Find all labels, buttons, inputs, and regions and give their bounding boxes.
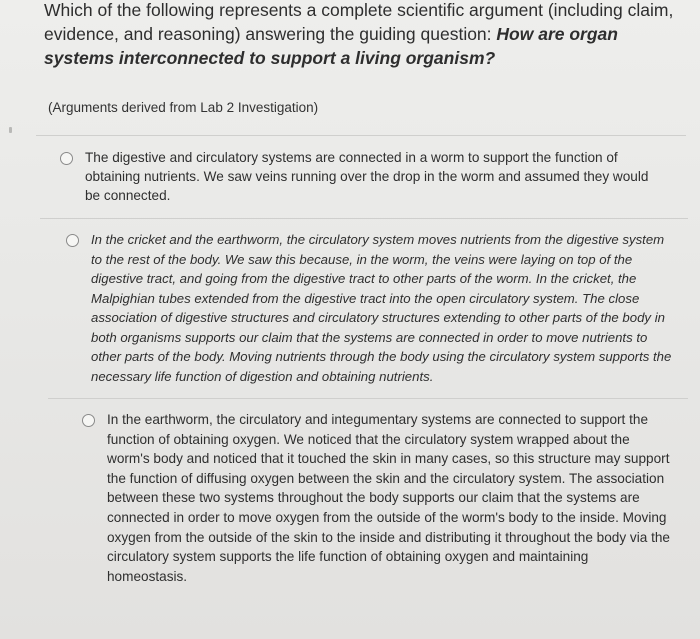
answer-option-2-text: In the cricket and the earthworm, the circulatory system moves nutrients from the digestive system to the rest of the body. We saw this because, in the worm, the veins were laying on top of the digestive tract, and going from the digestive tract to other parts of the worm. In the cricket, the Malpighian tubes extended from the digestive tract into the open circulatory system. The close association of digestive structures and circulatory structures extending to other parts of the body in both organisms supports our claim that the systems are connected in order to move nutrients to other parts of the body. Moving nutrients through the body using the circulatory system supports the necessary life function of digestion and obtaining nutrients.	[91, 232, 672, 384]
radio-option-1[interactable]	[60, 152, 73, 165]
question-lead: Which of the following represents a complete scientific argument (including claim, evidence, and reasoning) answering the guiding question:	[44, 0, 674, 44]
source-note: (Arguments derived from Lab 2 Investigation)	[48, 100, 319, 115]
page-edge-mark	[9, 127, 12, 133]
question-text	[44, 0, 674, 70]
answer-option-3-text: In the earthworm, the circulatory and integumentary systems are connected to support the function of obtaining oxygen. We noticed that the circulatory system wrapped about the worm's body and noticed that it touched the skin in many cases, so this structure may support the function of diffusing oxygen between the skin and the circulatory system. The association between these two systems throughout the body supports our claim that the systems are connected in order to move oxygen from the outside of the worm's body to the inside. Moving oxygen from the outside of the skin to the inside and distributing it throughout the body via the circulatory system supports the life function of obtaining oxygen and maintaining homeostasis.	[107, 412, 670, 584]
radio-option-2[interactable]	[66, 234, 79, 247]
radio-option-3[interactable]	[82, 414, 95, 427]
guiding-question: How are organ systems interconnected to support a living organism?	[44, 24, 618, 68]
divider	[48, 398, 688, 399]
answer-option-1-text: The digestive and circulatory systems are connected in a worm to support the function of obtaining nutrients. We saw veins running over the drop in the worm and assumed they would be connected.	[85, 150, 649, 203]
divider	[40, 218, 688, 219]
answer-option-2[interactable]	[66, 230, 676, 386]
answer-option-1[interactable]	[60, 148, 660, 205]
divider	[36, 135, 686, 136]
answer-option-3[interactable]	[82, 410, 672, 586]
